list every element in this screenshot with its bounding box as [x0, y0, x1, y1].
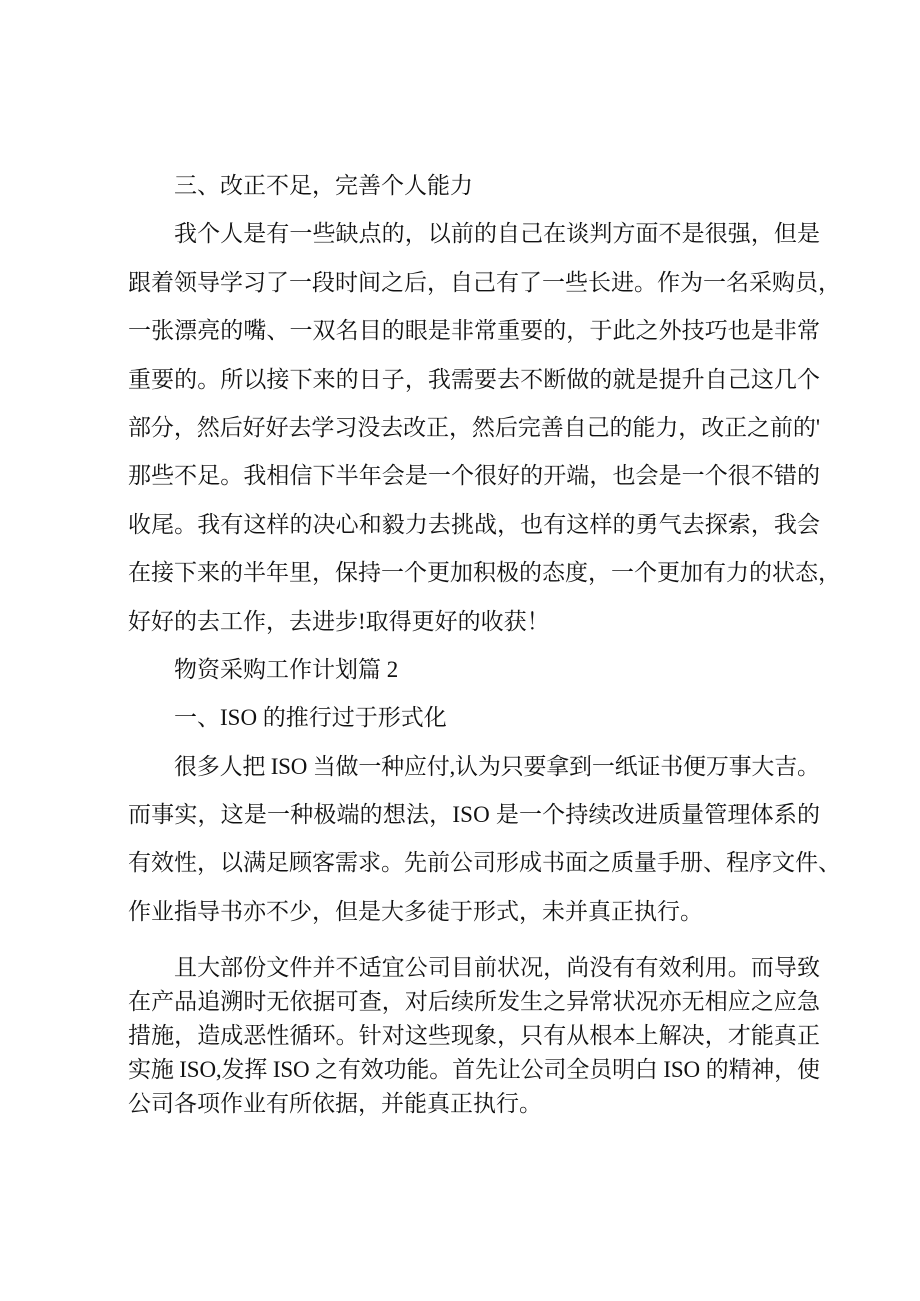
paragraph	[128, 743, 841, 937]
paragraph	[128, 951, 820, 1121]
paragraph-line: 实施 ISO,发挥 ISO 之有效功能。首先让公司全员明白 ISO 的精神，使	[128, 1057, 820, 1082]
document-body	[128, 162, 841, 936]
document-body-continued	[128, 951, 820, 1121]
paragraph-line: 公司各项作业有所依据，并能真正执行。	[128, 1091, 542, 1116]
section-heading: 三、改正不足，完善个人能力	[174, 173, 473, 198]
paragraph-line: 部分，然后好好去学习没去改正，然后完善自己的能力，改正之前的'	[128, 414, 820, 440]
paragraph-line: 在产品追溯时无依据可查，对后续所发生之异常状况亦无相应之应急	[128, 989, 821, 1014]
paragraph-line: 在接下来的半年里，保持一个更加积极的态度，一个更加有力的状态，	[128, 560, 841, 586]
paragraph-line: 措施，造成恶性循环。针对这些现象，只有从根本上解决，才能真正	[128, 1023, 821, 1048]
paragraph-line: 那些不足。我相信下半年会是一个很好的开端，也会是一个很不错的	[128, 463, 821, 489]
paragraph-line: 且大部份文件并不适宜公司目前状况，尚没有有效利用。而导致	[174, 955, 821, 980]
plan-title: 物资采购工作计划篇 2	[174, 656, 399, 682]
paragraph-line: 很多人把 ISO 当做一种应付,认为只要拿到一纸证书便万事大吉。	[174, 753, 820, 779]
paragraph	[128, 210, 841, 646]
paragraph-line: 收尾。我有这样的决心和毅力去挑战，也有这样的勇气去探索，我会	[128, 511, 821, 537]
paragraph-line: 作业指导书亦不少，但是大多徒于形式，未并真正执行。	[128, 898, 703, 924]
paragraph-line: 跟着领导学习了一段时间之后，自己有了一些长进。作为一名采购员，	[128, 269, 841, 295]
paragraph-line: 而事实，这是一种极端的想法，ISO 是一个持续改进质量管理体系的	[128, 802, 821, 828]
paragraph-line: 我个人是有一些缺点的，以前的自己在谈判方面不是很强，但是	[174, 221, 821, 247]
paragraph-line: 重要的。所以接下来的日子，我需要去不断做的就是提升自己这几个	[128, 366, 821, 392]
paragraph-line: 有效性，以满足顾客需求。先前公司形成书面之质量手册、程序文件、	[128, 850, 841, 876]
paragraph-line: 好好的去工作，去进步!取得更好的收获！	[128, 608, 550, 634]
paragraph-line: 一张漂亮的嘴、一双名目的眼是非常重要的，于此之外技巧也是非常	[128, 318, 821, 344]
section-heading: 一、ISO 的推行过于形式化	[174, 705, 447, 731]
